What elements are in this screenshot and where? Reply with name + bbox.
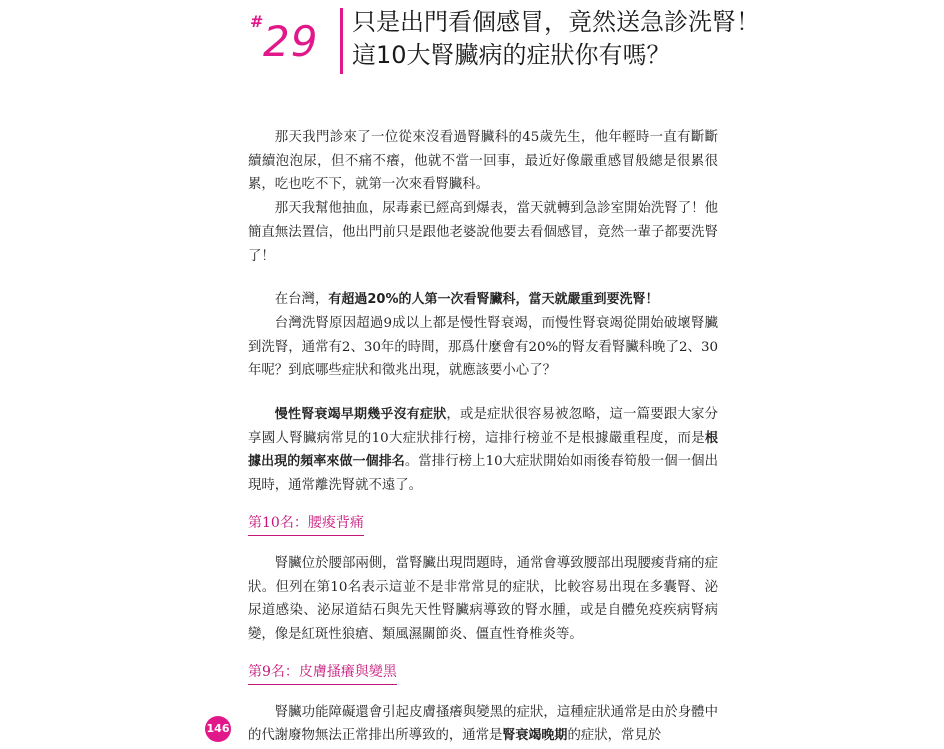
paragraph-5 (248, 403, 718, 498)
page-title (352, 6, 792, 72)
chapter-number: 29 (263, 17, 319, 66)
paragraph-1: 那天我門診來了一位從來沒看過腎臟科的45歲先生，他年輕時一直有斷斷續續泡泡尿，但不痛不癢，他就不當一回事，最近好像嚴重感冒般總是很累很累，吃也吃不下，就第一次來看腎臟科。 (248, 130, 718, 193)
paragraph-7-end: 的症狀，常見於 (567, 728, 662, 744)
rank-9-heading-wrap (248, 661, 718, 687)
rank-9-heading: 第9名：皮膚搔癢與變黑 (248, 662, 397, 685)
title-line-2: 這10大腎臟病的症狀你有嗎？ (352, 41, 671, 69)
paragraph-5-highlight-1: 慢性腎衰竭早期幾乎沒有症狀 (274, 407, 447, 423)
article-body (248, 126, 718, 748)
paragraph-7 (248, 701, 718, 748)
paragraph-3 (248, 288, 718, 312)
page-number-badge: 146 (205, 716, 231, 742)
title-divider (340, 8, 343, 74)
paragraph-5-highlight-2: 根據出現的頻率來做一個排名 (248, 430, 718, 470)
paragraph-2: 那天我幫他抽血，尿毒素已經高到爆表，當天就轉到急診室開始洗腎了！他簡直無法置信，他出門前只是跟他老婆說他要去看個感冒，竟然一輩子都要洗腎了！ (248, 201, 718, 264)
paragraph-5-end: 。當排行榜上10大症狀開始如雨後春筍般一個一個出現時，通常離洗腎就不遠了。 (248, 454, 718, 494)
rank-10-heading: 第10名：腰痠背痛 (248, 513, 364, 536)
paragraph-5-middle: ，或是症狀很容易被忽略，這一篇要跟大家分享國人腎臟病常見的10大症狀排行榜，這排行榜並不是根據嚴重程度，而是 (248, 407, 718, 446)
paragraph-6: 腎臟位於腰部兩側，當腎臟出現問題時，通常會導致腰部出現腰痠背痛的症狀。但列在第10名表示這並不是非常常見的症狀，比較容易出現在多囊腎、泌尿道感染、泌尿道結石與先天性腎臟病導致的腎水腫，或是自體免疫疾病腎病變，像是紅斑性狼瘡、類風濕關節炎、僵直性脊椎炎等。 (248, 555, 718, 642)
rank-10-heading-wrap (248, 512, 718, 538)
paragraph-3-highlight: 有超過20%的人第一次看腎臟科，當天就嚴重到要洗腎！ (328, 292, 659, 308)
paragraph-4: 台灣洗腎原因超過9成以上都是慢性腎衰竭，而慢性腎衰竭從開始破壞腎臟到洗腎，通常有2、30年的時間，那爲什麼會有20%的腎友看腎臟科晚了2、30年呢？到底哪些症狀和徵兆出現，就應該要小心了？ (248, 315, 718, 379)
paragraph-3-intro: 在台灣， (274, 292, 329, 308)
chapter-hash-mark: # (250, 12, 264, 31)
paragraph-7-highlight: 腎衰竭晚期 (502, 728, 568, 744)
paragraph-7-start: 腎臟功能障礙還會引起皮膚搔癢與變黑的症狀，這種症狀通常是由於身體中的代謝廢物無法正常排出所導致的，通常是 (248, 704, 718, 744)
title-line-1: 只是出門看個感冒，竟然送急診洗腎！ (352, 8, 760, 36)
